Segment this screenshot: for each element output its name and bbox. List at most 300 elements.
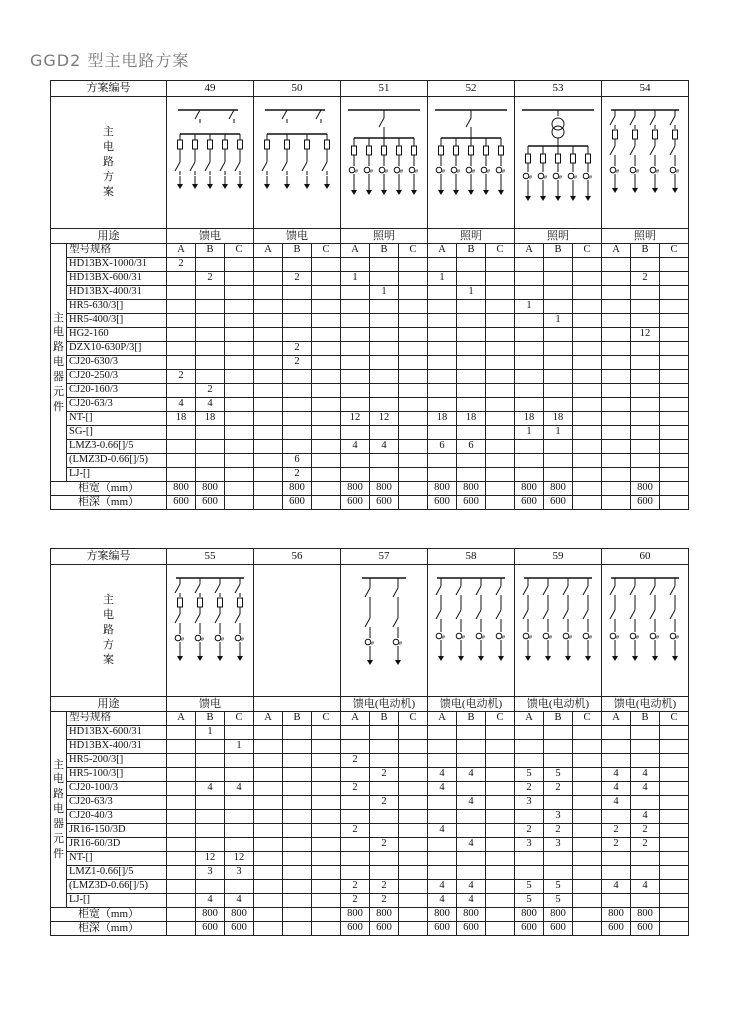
quantity-cell: 1 xyxy=(428,272,457,286)
main-circuit-char: 路 xyxy=(103,624,114,637)
quantity-cell: 4 xyxy=(196,398,225,412)
quantity-cell xyxy=(399,412,428,426)
quantity-cell xyxy=(312,726,341,740)
quantity-cell xyxy=(631,852,660,866)
quantity-cell xyxy=(341,314,370,328)
component-name: LJ-[] xyxy=(67,894,167,908)
components-char: 件 xyxy=(53,400,64,413)
svg-text:#: # xyxy=(462,634,465,641)
components-label xyxy=(51,244,67,482)
depth-cell xyxy=(283,922,312,936)
quantity-cell xyxy=(573,866,602,880)
quantity-cell xyxy=(196,300,225,314)
quantity-cell xyxy=(254,880,283,894)
quantity-cell: 2 xyxy=(515,782,544,796)
quantity-cell xyxy=(399,754,428,768)
quantity-cell xyxy=(486,726,515,740)
quantity-cell xyxy=(660,810,689,824)
quantity-cell xyxy=(660,272,689,286)
quantity-cell xyxy=(254,454,283,468)
quantity-cell xyxy=(573,286,602,300)
scheme-number: 49 xyxy=(167,81,254,97)
svg-text:#: # xyxy=(616,634,619,641)
svg-text:#: # xyxy=(487,168,490,175)
quantity-cell: 3 xyxy=(196,866,225,880)
column-letter: A xyxy=(428,712,457,726)
scheme-no-label: 方案编号 xyxy=(51,81,167,97)
usage-cell: 馈电 xyxy=(167,697,254,712)
quantity-cell xyxy=(312,300,341,314)
quantity-cell xyxy=(457,782,486,796)
component-row xyxy=(51,880,689,894)
depth-cell: 600 xyxy=(196,496,225,510)
component-name: HR5-200/3[] xyxy=(67,754,167,768)
quantity-cell xyxy=(196,880,225,894)
width-cell xyxy=(399,908,428,922)
quantity-cell: 4 xyxy=(428,768,457,782)
column-letter: A xyxy=(254,712,283,726)
quantity-cell xyxy=(602,754,631,768)
quantity-cell xyxy=(660,824,689,838)
quantity-cell xyxy=(225,342,254,356)
quantity-cell xyxy=(167,300,196,314)
quantity-cell xyxy=(167,314,196,328)
quantity-cell xyxy=(660,796,689,810)
usage-cell: 馈电(电动机) xyxy=(515,697,602,712)
quantity-cell xyxy=(225,440,254,454)
quantity-cell xyxy=(341,838,370,852)
component-name: CJ20-100/3 xyxy=(67,782,167,796)
quantity-cell xyxy=(515,468,544,482)
quantity-cell xyxy=(283,412,312,426)
column-letter: C xyxy=(225,712,254,726)
quantity-cell: 4 xyxy=(167,398,196,412)
width-cell xyxy=(312,482,341,496)
svg-text:#: # xyxy=(589,634,592,641)
quantity-cell: 2 xyxy=(167,258,196,272)
quantity-cell xyxy=(341,384,370,398)
quantity-cell xyxy=(225,754,254,768)
quantity-cell xyxy=(370,782,399,796)
quantity-cell xyxy=(457,852,486,866)
quantity-cell xyxy=(631,796,660,810)
quantity-cell xyxy=(167,754,196,768)
quantity-cell xyxy=(515,384,544,398)
column-letter: B xyxy=(544,712,573,726)
depth-cell: 600 xyxy=(602,922,631,936)
depth-cell: 600 xyxy=(544,496,573,510)
components-char: 主 xyxy=(53,311,64,324)
quantity-cell: 6 xyxy=(283,454,312,468)
quantity-cell xyxy=(370,328,399,342)
component-row xyxy=(51,796,689,810)
column-letter: C xyxy=(660,712,689,726)
components-char: 器 xyxy=(53,370,64,383)
quantity-cell xyxy=(196,342,225,356)
column-letter: B xyxy=(544,244,573,258)
quantity-cell xyxy=(399,272,428,286)
quantity-cell xyxy=(341,454,370,468)
component-name: NT-[] xyxy=(67,852,167,866)
quantity-cell xyxy=(457,754,486,768)
quantity-cell xyxy=(167,272,196,286)
quantity-cell xyxy=(573,740,602,754)
depth-cell: 600 xyxy=(370,496,399,510)
quantity-cell xyxy=(602,894,631,908)
quantity-cell xyxy=(660,426,689,440)
usage-label: 用途 xyxy=(51,697,167,712)
quantity-cell xyxy=(196,426,225,440)
column-letter: A xyxy=(341,244,370,258)
circuit-diagram xyxy=(254,97,341,229)
component-name: HD13BX-1000/31 xyxy=(67,258,167,272)
quantity-cell xyxy=(254,370,283,384)
quantity-cell xyxy=(486,328,515,342)
quantity-cell xyxy=(225,726,254,740)
component-name: HR5-400/3[] xyxy=(67,314,167,328)
quantity-cell: 12 xyxy=(370,412,399,426)
quantity-cell xyxy=(486,866,515,880)
scheme-number: 56 xyxy=(254,549,341,565)
depth-cell xyxy=(486,922,515,936)
quantity-cell xyxy=(515,398,544,412)
quantity-cell: 2 xyxy=(196,272,225,286)
quantity-cell xyxy=(573,398,602,412)
svg-text:#: # xyxy=(400,168,403,175)
quantity-cell xyxy=(602,398,631,412)
quantity-cell xyxy=(225,880,254,894)
quantity-cell: 12 xyxy=(631,328,660,342)
quantity-cell: 2 xyxy=(631,824,660,838)
quantity-cell xyxy=(573,314,602,328)
depth-cell: 600 xyxy=(428,922,457,936)
quantity-cell xyxy=(573,768,602,782)
quantity-cell xyxy=(167,768,196,782)
quantity-cell xyxy=(573,894,602,908)
quantity-cell xyxy=(370,426,399,440)
quantity-cell xyxy=(196,824,225,838)
quantity-cell xyxy=(312,370,341,384)
quantity-cell xyxy=(399,440,428,454)
quantity-cell xyxy=(486,412,515,426)
quantity-cell xyxy=(573,782,602,796)
depth-cell: 600 xyxy=(428,496,457,510)
quantity-cell xyxy=(631,384,660,398)
quantity-cell xyxy=(341,768,370,782)
quantity-cell xyxy=(312,454,341,468)
quantity-cell xyxy=(544,866,573,880)
circuit-diagram xyxy=(167,565,254,697)
quantity-cell: 2 xyxy=(631,838,660,852)
quantity-cell: 4 xyxy=(428,880,457,894)
width-cell xyxy=(660,482,689,496)
quantity-cell xyxy=(312,782,341,796)
column-letter: C xyxy=(399,244,428,258)
quantity-cell xyxy=(341,258,370,272)
quantity-cell xyxy=(370,370,399,384)
quantity-cell: 2 xyxy=(515,824,544,838)
quantity-cell xyxy=(254,768,283,782)
width-cell: 800 xyxy=(196,908,225,922)
component-name: CJ20-63/3 xyxy=(67,398,167,412)
svg-text:#: # xyxy=(676,634,679,641)
quantity-cell: 4 xyxy=(602,768,631,782)
quantity-cell xyxy=(167,852,196,866)
quantity-cell: 2 xyxy=(602,838,631,852)
quantity-cell xyxy=(573,824,602,838)
quantity-cell xyxy=(515,328,544,342)
quantity-cell xyxy=(341,866,370,880)
quantity-cell xyxy=(254,272,283,286)
quantity-cell xyxy=(573,300,602,314)
model-label: 型号规格 xyxy=(67,712,167,726)
component-name: CJ20-40/3 xyxy=(67,810,167,824)
quantity-cell xyxy=(196,810,225,824)
component-name: DZX10-630P/3[] xyxy=(67,342,167,356)
component-row xyxy=(51,810,689,824)
quantity-cell xyxy=(602,384,631,398)
column-letter: C xyxy=(573,712,602,726)
quantity-cell xyxy=(660,726,689,740)
quantity-cell: 6 xyxy=(428,440,457,454)
quantity-cell xyxy=(428,342,457,356)
quantity-cell: 4 xyxy=(602,880,631,894)
quantity-cell: 2 xyxy=(544,824,573,838)
quantity-cell xyxy=(312,342,341,356)
component-name: (LMZ3D-0.66[]/5) xyxy=(67,454,167,468)
column-letter: A xyxy=(515,244,544,258)
quantity-cell xyxy=(428,726,457,740)
quantity-cell xyxy=(457,384,486,398)
quantity-cell: 3 xyxy=(515,838,544,852)
quantity-cell xyxy=(283,300,312,314)
component-name: HG2-160 xyxy=(67,328,167,342)
usage-cell xyxy=(254,697,341,712)
quantity-cell xyxy=(602,286,631,300)
quantity-cell xyxy=(428,384,457,398)
quantity-cell xyxy=(573,468,602,482)
width-cell xyxy=(283,908,312,922)
quantity-cell xyxy=(602,300,631,314)
depth-cell: 600 xyxy=(370,922,399,936)
quantity-cell xyxy=(515,726,544,740)
quantity-cell xyxy=(312,880,341,894)
component-name: LMZ3-0.66[]/5 xyxy=(67,440,167,454)
components-char: 电 xyxy=(53,326,64,339)
quantity-cell: 3 xyxy=(225,866,254,880)
quantity-cell: 4 xyxy=(196,782,225,796)
quantity-cell xyxy=(312,426,341,440)
component-row xyxy=(51,894,689,908)
column-letter: A xyxy=(341,712,370,726)
quantity-cell xyxy=(254,342,283,356)
quantity-cell xyxy=(660,880,689,894)
quantity-cell: 1 xyxy=(225,740,254,754)
quantity-cell: 18 xyxy=(457,412,486,426)
quantity-cell xyxy=(660,782,689,796)
quantity-cell xyxy=(341,726,370,740)
depth-cell: 600 xyxy=(341,496,370,510)
quantity-cell xyxy=(515,356,544,370)
svg-text:#: # xyxy=(549,634,552,641)
svg-text:#: # xyxy=(415,168,418,175)
quantity-cell xyxy=(486,272,515,286)
main-circuit-char: 案 xyxy=(103,185,114,198)
quantity-cell: 2 xyxy=(370,880,399,894)
component-name: CJ20-160/3 xyxy=(67,384,167,398)
quantity-cell xyxy=(225,328,254,342)
depth-cell: 600 xyxy=(225,922,254,936)
column-letter: B xyxy=(457,244,486,258)
quantity-cell xyxy=(312,468,341,482)
quantity-cell xyxy=(225,300,254,314)
quantity-cell xyxy=(283,866,312,880)
svg-text:#: # xyxy=(574,174,577,181)
quantity-cell xyxy=(399,314,428,328)
depth-cell xyxy=(399,922,428,936)
quantity-cell xyxy=(457,370,486,384)
component-name: CJ20-630/3 xyxy=(67,356,167,370)
quantity-cell xyxy=(312,754,341,768)
quantity-cell xyxy=(602,426,631,440)
quantity-cell xyxy=(283,852,312,866)
quantity-cell xyxy=(225,768,254,782)
quantity-cell: 2 xyxy=(602,824,631,838)
quantity-cell xyxy=(399,342,428,356)
quantity-cell xyxy=(312,768,341,782)
quantity-cell xyxy=(486,384,515,398)
quantity-cell xyxy=(399,866,428,880)
quantity-cell xyxy=(399,398,428,412)
quantity-cell xyxy=(660,356,689,370)
component-name: SG-[] xyxy=(67,426,167,440)
model-label: 型号规格 xyxy=(67,244,167,258)
component-name: (LMZ3D-0.66[]/5) xyxy=(67,880,167,894)
quantity-cell xyxy=(486,356,515,370)
quantity-cell xyxy=(573,880,602,894)
quantity-cell xyxy=(225,468,254,482)
quantity-cell xyxy=(457,258,486,272)
quantity-cell xyxy=(283,740,312,754)
quantity-cell xyxy=(341,810,370,824)
quantity-cell: 4 xyxy=(370,440,399,454)
component-name: CJ20-250/3 xyxy=(67,370,167,384)
quantity-cell xyxy=(225,370,254,384)
components-char: 器 xyxy=(53,817,64,830)
quantity-cell xyxy=(631,398,660,412)
quantity-cell xyxy=(254,866,283,880)
main-circuit-char: 主 xyxy=(103,126,114,139)
quantity-cell xyxy=(544,356,573,370)
quantity-cell xyxy=(573,852,602,866)
quantity-cell xyxy=(602,356,631,370)
component-row xyxy=(51,412,689,426)
depth-cell xyxy=(225,496,254,510)
component-row xyxy=(51,838,689,852)
quantity-cell xyxy=(167,838,196,852)
svg-text:#: # xyxy=(656,634,659,641)
quantity-cell: 1 xyxy=(544,426,573,440)
quantity-cell xyxy=(457,398,486,412)
components-char: 路 xyxy=(53,788,64,801)
column-letter: C xyxy=(312,712,341,726)
component-name: HD13BX-400/31 xyxy=(67,740,167,754)
depth-cell xyxy=(486,496,515,510)
quantity-cell xyxy=(196,468,225,482)
component-row xyxy=(51,342,689,356)
quantity-cell xyxy=(602,852,631,866)
quantity-cell xyxy=(428,314,457,328)
quantity-cell xyxy=(660,328,689,342)
quantity-cell xyxy=(283,754,312,768)
quantity-cell xyxy=(457,866,486,880)
usage-cell: 馈电(电动机) xyxy=(428,697,515,712)
quantity-cell xyxy=(515,852,544,866)
quantity-cell: 12 xyxy=(341,412,370,426)
components-char: 主 xyxy=(53,758,64,771)
main-circuit-char: 方 xyxy=(103,170,114,183)
quantity-cell xyxy=(254,328,283,342)
quantity-cell xyxy=(515,286,544,300)
svg-text:#: # xyxy=(399,640,402,647)
quantity-cell xyxy=(515,454,544,468)
components-char: 元 xyxy=(53,385,64,398)
svg-text:#: # xyxy=(442,634,445,641)
width-cell: 800 xyxy=(341,908,370,922)
quantity-cell: 4 xyxy=(341,440,370,454)
quantity-cell xyxy=(602,314,631,328)
components-label xyxy=(51,712,67,908)
quantity-cell xyxy=(544,796,573,810)
quantity-cell xyxy=(660,454,689,468)
quantity-cell: 6 xyxy=(457,440,486,454)
quantity-cell xyxy=(370,866,399,880)
quantity-cell xyxy=(196,454,225,468)
quantity-cell: 1 xyxy=(196,726,225,740)
quantity-cell xyxy=(573,440,602,454)
quantity-cell xyxy=(486,370,515,384)
quantity-cell xyxy=(225,810,254,824)
component-row xyxy=(51,754,689,768)
quantity-cell: 4 xyxy=(225,782,254,796)
quantity-cell xyxy=(254,782,283,796)
width-cell xyxy=(486,482,515,496)
component-row xyxy=(51,314,689,328)
quantity-cell xyxy=(370,384,399,398)
quantity-cell xyxy=(370,810,399,824)
quantity-cell xyxy=(515,866,544,880)
width-cell: 800 xyxy=(370,908,399,922)
quantity-cell xyxy=(631,866,660,880)
column-letter: A xyxy=(602,244,631,258)
quantity-cell: 3 xyxy=(544,810,573,824)
quantity-cell xyxy=(660,740,689,754)
circuit-diagram xyxy=(515,565,602,697)
width-cell xyxy=(167,908,196,922)
main-circuit-char: 方 xyxy=(103,638,114,651)
quantity-cell: 2 xyxy=(196,384,225,398)
depth-cell: 600 xyxy=(544,922,573,936)
quantity-cell: 4 xyxy=(457,768,486,782)
quantity-cell xyxy=(254,440,283,454)
scheme-number: 58 xyxy=(428,549,515,565)
width-cell: 800 xyxy=(283,482,312,496)
quantity-cell xyxy=(225,356,254,370)
quantity-cell xyxy=(196,258,225,272)
quantity-cell: 5 xyxy=(544,894,573,908)
svg-text:#: # xyxy=(589,174,592,181)
quantity-cell xyxy=(631,342,660,356)
